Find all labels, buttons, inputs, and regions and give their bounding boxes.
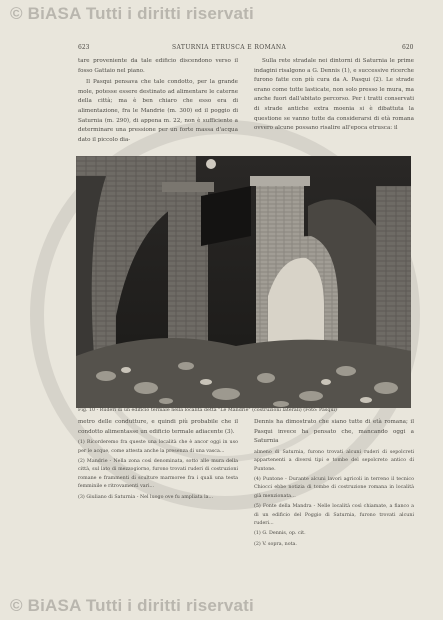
figure-caption: Fig. 10 - Ruderi di un edificio termale nella località detta "Le Mandrie" (costruzioni laterali) (Foto: Pasqui)	[78, 408, 337, 413]
ruins-photo-image	[76, 156, 411, 408]
footnote: (1) Ricorderemo fra queste una località che è ancor oggi in uso per le acque, come attesta anche la presenza di una vasca...	[78, 440, 238, 454]
page-number-right: 620	[402, 44, 414, 51]
running-title: SATURNIA ETRUSCA E ROMANA	[172, 44, 287, 51]
page-number-left: 623	[78, 44, 90, 51]
text-column-right-top	[254, 57, 414, 136]
footnote: (2) Mandrie - Nella zona così denominata, sotto alle mura della città, sul lato di mezzogiorno, furono trovati ruderi di costruzioni romane e frammenti di sculture marmoree fra i quali una testa femminile e ritrovamenti vari...	[78, 459, 238, 490]
footnote: (1) G. Dennis, op. cit.	[254, 531, 306, 537]
footnote: (4) Puntone - Durante alcuni lavori agricoli in terreno il tecnico Chiocci ebbe notizia di tombe di costruzione romana in località già menzionata...	[254, 477, 414, 499]
paragraph: tare proveniente da tale edificio discendono verso il fosso Gattaio nel piano.	[78, 58, 238, 74]
watermark-bottom: © BiASA Tutti i diritti riservati	[10, 596, 254, 615]
text-column-left-top	[78, 57, 238, 147]
footnote: almeno di Saturnia, furono trovati alcuni ruderi di sepolcreti appartenenti a diversi tipi e tombe del sepolcreto antico di Puntone.	[254, 449, 414, 472]
footnote: (2) V. sopra, nota.	[254, 541, 297, 547]
text-column-right-bottom	[254, 418, 414, 551]
text-column-left-bottom	[78, 418, 238, 504]
ruins-photograph	[76, 156, 411, 408]
paragraph: Dennis ha dimostrato che siano tutte di età romana; il Pasqui invece ha pensato che, mancando oggi a Saturnia	[254, 419, 414, 445]
watermark-top: © BiASA Tutti i diritti riservati	[10, 4, 254, 23]
paragraph: Il Pasqui pensava che tale condotto, per la grande mole, potesse essere destinato ad alimentare le caterne della città; ma è ben chiaro che esso era di alimentazione, fra le Mandrie (m. 300) ed il poggio di Saturnia (m. 290), di appena m. 22, non è sufficiente a determinare una pressione per un forte massa d'acqua dato il piccolo dia-	[78, 79, 238, 143]
paragraph: Sulla rete stradale nei dintorni di Saturnia le prime indagini risalgono a G. Dennis (1), e successive ricerche furono fatte con più cura da A. Pasqui (2). Le strade erano come tutte lasticate, non solo presso le mura, ma anche fuori dall'abitato percorso. Per i tratti conservati di strade antiche extra moenia si è dibattuta la questione se vanno tutte da considerarsi di età romana ovvero alcune possano risalire all'epoca etrusca: il	[254, 58, 414, 132]
footnote: (3) Giuliano di Saturnia - Nel luogo ove fu ampliata la...	[78, 494, 214, 500]
footnote: (5) Fonte della Mandra - Nelle località così chiamate, a fianco a di un edificio del Poggio di Saturnia, furono trovati alcuni ruderi...	[254, 504, 414, 527]
paragraph: metro delle condutture, e quindi più probabile che il condotto alimentasse un edificio termale adiacente (3).	[78, 419, 238, 435]
